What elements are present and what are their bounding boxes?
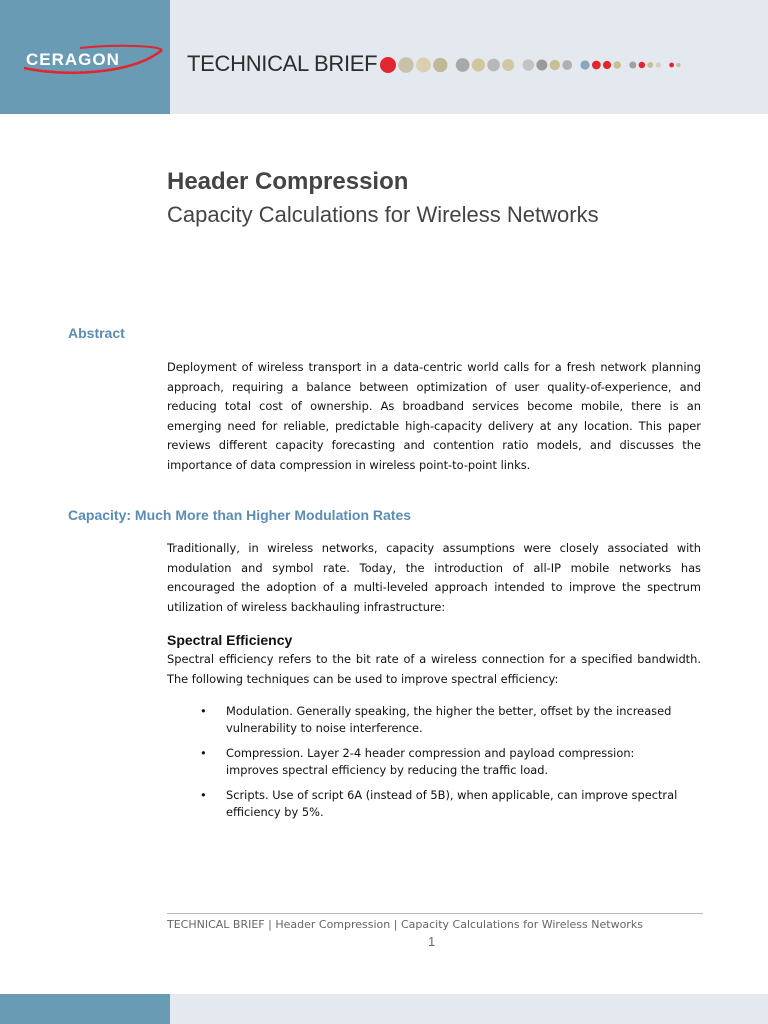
- decorative-dot: [669, 63, 674, 68]
- decorative-dot: [550, 60, 560, 70]
- decorative-dot: [487, 59, 500, 72]
- spectral-efficiency-heading: Spectral Efficiency: [167, 632, 293, 648]
- list-item: [200, 703, 680, 737]
- decorative-dots: [380, 55, 690, 75]
- bullet-icon: •: [200, 788, 207, 802]
- footer-divider: [167, 913, 703, 914]
- bullet-icon: •: [200, 746, 207, 760]
- decorative-dot: [523, 59, 535, 71]
- capacity-body: Traditionally, in wireless networks, capacity assumptions were closely associated with modulation and symbol rate. Today, the introduction of all-IP mobile networks has encouraged the adoption of a multi-leveled approach intended to improve the spectrum utilization of wireless backhauling infrastructure:: [167, 541, 701, 614]
- decorative-dot: [580, 60, 589, 69]
- decorative-dot: [613, 61, 621, 69]
- decorative-dot: [433, 58, 447, 72]
- list-item: [200, 787, 680, 821]
- decorative-dot: [536, 60, 547, 71]
- footer-text: TECHNICAL BRIEF | Header Compression | Capacity Calculations for Wireless Networks: [167, 918, 643, 931]
- decorative-dot: [502, 59, 514, 71]
- decorative-dot: [656, 62, 661, 67]
- logo-text: CERAGON: [26, 50, 120, 69]
- decorative-dot: [676, 63, 680, 67]
- decorative-dot: [416, 58, 431, 73]
- spectral-efficiency-body: Spectral efficiency refers to the bit rate of a wireless connection for a specified bandwidth. The following techniques can be used to improve spectral efficiency:: [167, 652, 701, 686]
- list-item-text: Compression. Layer 2-4 header compression and payload compression: improves spectral efficiency by reducing the traffic load.: [226, 746, 635, 777]
- abstract-body: Deployment of wireless transport in a data-centric world calls for a fresh network planning approach, requiring a balance between optimization of user quality-of-experience, and reducing total cost of ownership. As broadband services become mobile, there is an emerging need for reliable, predictable high-capacity delivery at any location. This paper reviews different capacity forecasting and contention ratio models, and discusses the importance of data compression in wireless point-to-point links.: [167, 360, 701, 472]
- list-item: [200, 745, 680, 779]
- page-number: 1: [428, 934, 436, 949]
- decorative-dot: [456, 58, 470, 72]
- decorative-dot: [639, 62, 645, 68]
- decorative-dot: [562, 60, 572, 70]
- decorative-dot: [647, 62, 653, 68]
- page-subtitle: Capacity Calculations for Wireless Networks: [167, 202, 599, 227]
- decorative-dot: [398, 57, 413, 72]
- decorative-dot: [472, 58, 485, 71]
- technical-brief-label: TECHNICAL BRIEF: [187, 51, 378, 76]
- bullet-icon: •: [200, 704, 207, 718]
- page-title: Header Compression: [167, 168, 409, 195]
- list-item-text: Modulation. Generally speaking, the higher the better, offset by the increased vulnerability to noise interference.: [226, 704, 672, 735]
- decorative-dot: [629, 61, 636, 68]
- decorative-dot: [603, 61, 611, 69]
- capacity-heading: Capacity: Much More than Higher Modulation Rates: [68, 507, 412, 523]
- logo-panel: [0, 0, 170, 114]
- abstract-heading: Abstract: [68, 325, 125, 341]
- bottom-panel: [0, 994, 170, 1024]
- decorative-dot: [592, 61, 601, 70]
- list-item-text: Scripts. Use of script 6A (instead of 5B), when applicable, can improve spectral efficiency by 5%.: [226, 788, 678, 819]
- bullet-list: [200, 703, 680, 829]
- decorative-dot: [380, 57, 396, 73]
